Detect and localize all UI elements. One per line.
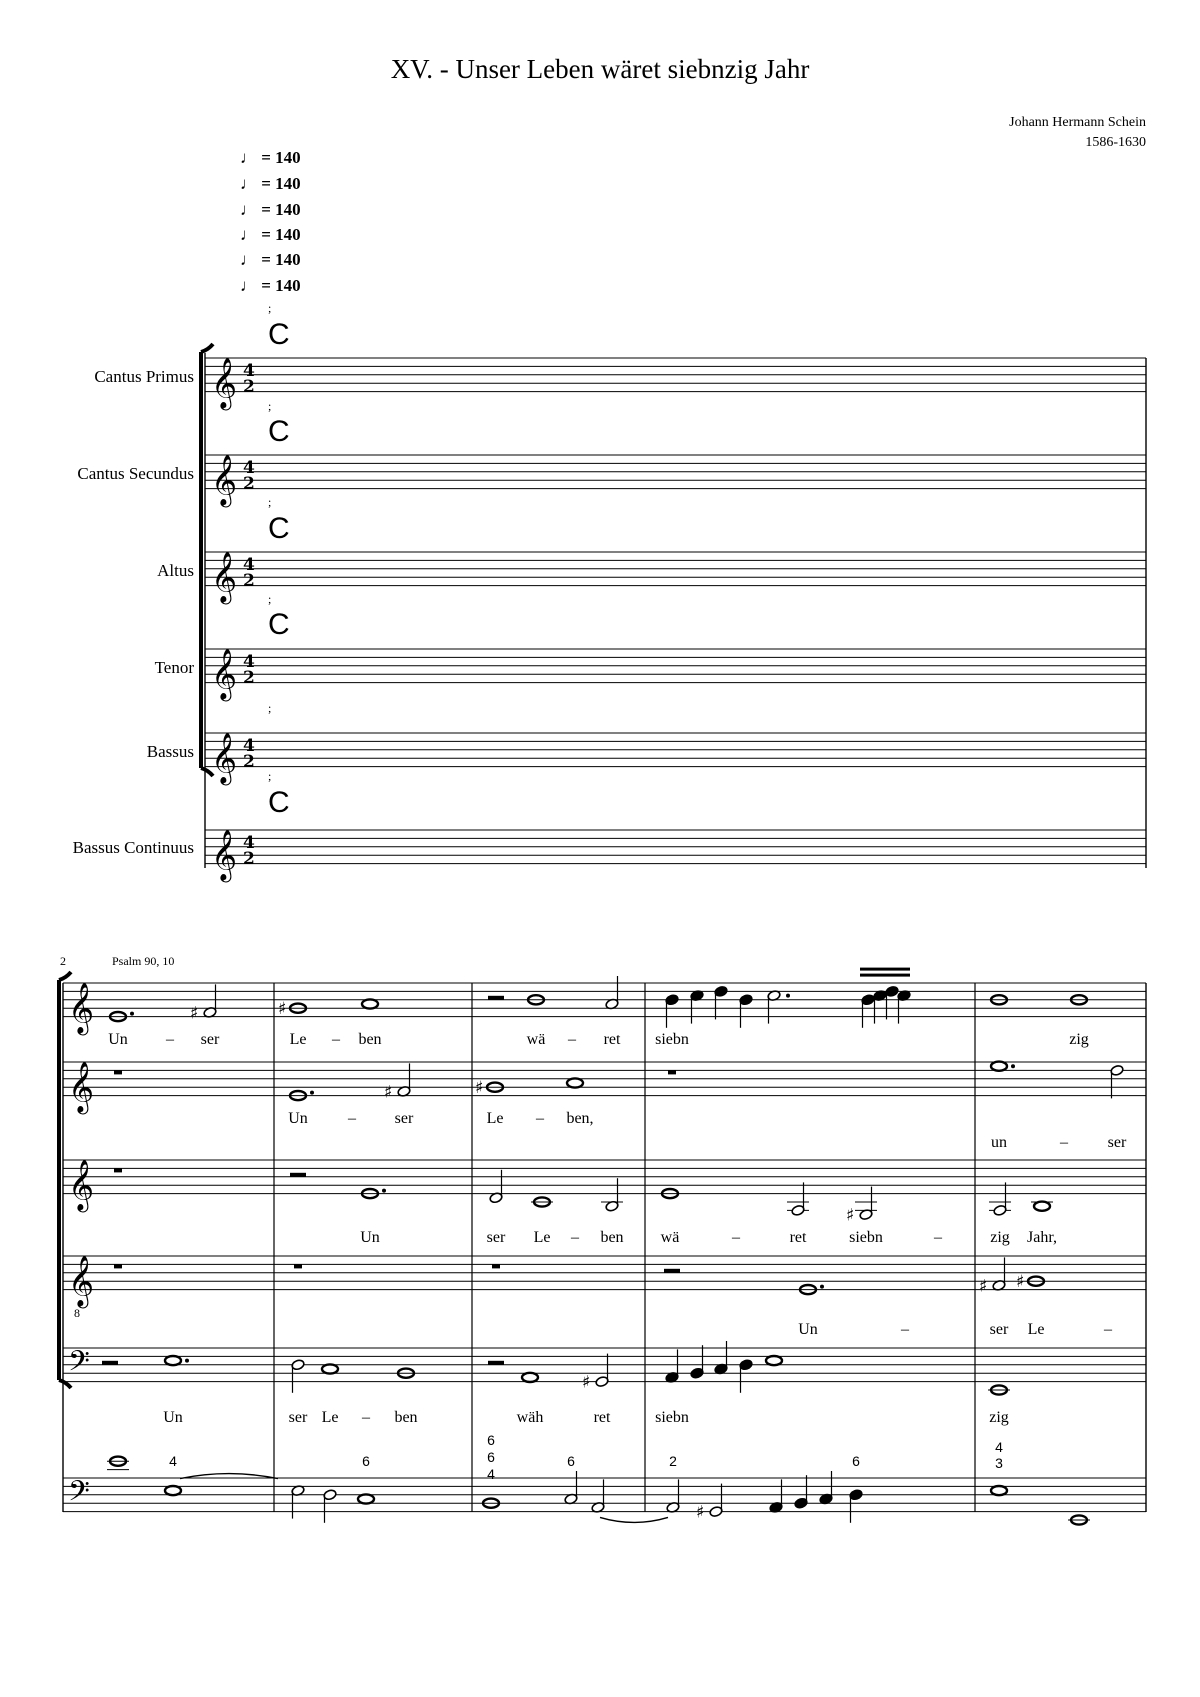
- mensural-sign: C: [268, 608, 290, 641]
- tempo-marking: ♩ = 140: [240, 250, 301, 269]
- time-sig-numerator: 4: [243, 458, 255, 478]
- sharp-icon: ♯: [384, 1082, 393, 1103]
- note: [714, 1341, 728, 1375]
- lyric-syllable: –: [1104, 1321, 1112, 1338]
- augmentation-dot: [185, 1359, 189, 1363]
- time-sig-denominator: 2: [243, 377, 255, 397]
- treble-clef-icon: 𝄞: [68, 1255, 95, 1307]
- note: [993, 1182, 1007, 1216]
- augmentation-dot: [786, 994, 790, 998]
- note-head: [567, 1078, 583, 1087]
- note: [1034, 1202, 1050, 1211]
- tempo-marking: ♩ = 140: [240, 174, 301, 193]
- lyric-syllable: Le: [533, 1229, 551, 1246]
- figure: 4: [487, 1466, 495, 1482]
- lyric-syllable: –: [536, 1110, 544, 1127]
- breath-mark: ;: [268, 769, 272, 783]
- note: [522, 1373, 538, 1382]
- sharp-icon: ♯: [278, 999, 287, 1020]
- lyric-syllable: zig: [989, 1409, 1009, 1426]
- system-1: [201, 344, 1146, 868]
- mensural-sign: C: [268, 415, 290, 448]
- instrument-name: Cantus Primus: [94, 367, 194, 386]
- time-sig-numerator: 4: [243, 361, 255, 381]
- sharp-icon: ♯: [475, 1078, 484, 1099]
- lyric-syllable: ben: [600, 1229, 624, 1246]
- bass-clef-icon: 𝄢: [68, 1345, 90, 1386]
- lyric-syllable: –: [332, 1031, 340, 1048]
- lyrics-tenor: [798, 1321, 1113, 1338]
- breath-mark: ;: [268, 592, 272, 606]
- staff: [205, 455, 1146, 489]
- note-head: [522, 1373, 538, 1382]
- instrument-name: Bassus: [146, 742, 194, 761]
- lyric-syllable: wä: [660, 1229, 680, 1246]
- note: [714, 985, 728, 1019]
- note: [991, 1062, 1015, 1071]
- note: [665, 1349, 679, 1383]
- note: [190, 984, 217, 1023]
- sharp-icon: ♯: [582, 1372, 591, 1393]
- note: [291, 1485, 305, 1519]
- lyrics-bassus: [163, 1409, 1009, 1426]
- lyric-syllable: un: [991, 1134, 1007, 1151]
- rest: [664, 1269, 680, 1273]
- time-sig-numerator: 4: [243, 833, 255, 853]
- lyric-syllable: –: [362, 1409, 370, 1426]
- note: [323, 1489, 337, 1523]
- staff: [63, 1160, 1146, 1194]
- note-head: [991, 1062, 1007, 1071]
- rest: [488, 996, 504, 1000]
- composer-dates: 1586-1630: [1085, 135, 1146, 150]
- tenor-octave-mark: 8: [74, 1306, 80, 1320]
- beam: [860, 968, 910, 971]
- note-head: [362, 999, 378, 1008]
- note: [165, 1356, 189, 1365]
- figure: 4: [169, 1453, 177, 1469]
- time-sig-denominator: 2: [243, 668, 255, 688]
- instrument-name: Tenor: [154, 658, 194, 677]
- lyric-syllable: ser: [288, 1409, 308, 1426]
- staff: [205, 358, 1146, 392]
- sharp-icon: ♯: [846, 1205, 855, 1226]
- breath-mark: ;: [268, 495, 272, 509]
- lyric-syllable: Le: [321, 1409, 339, 1426]
- lyric-syllable: wä: [526, 1031, 546, 1048]
- figure: 2: [669, 1453, 677, 1469]
- system-1-staves: [205, 358, 1146, 883]
- note: [362, 999, 378, 1008]
- note: [322, 1364, 338, 1373]
- note: [605, 1178, 619, 1212]
- bass-clef-icon: 𝄢: [68, 1475, 90, 1516]
- note: [791, 1182, 805, 1216]
- lyrics-cantus-secundus: [288, 1110, 1127, 1151]
- augmentation-dot: [382, 1189, 386, 1193]
- sharp-icon: ♯: [696, 1502, 705, 1523]
- note: [861, 994, 875, 1028]
- note: [897, 990, 911, 1024]
- lyric-syllable: Un: [798, 1321, 818, 1338]
- sharp-icon: ♯: [979, 1276, 988, 1297]
- note: [846, 1187, 873, 1226]
- note-head: [358, 1494, 374, 1503]
- treble-clef-icon: 𝄞: [68, 982, 95, 1034]
- system-2-notes: [102, 968, 1124, 1525]
- augmentation-dot: [1011, 1064, 1015, 1068]
- lyric-syllable: ret: [603, 1031, 621, 1048]
- note: [979, 1257, 1006, 1296]
- composer-name: Johann Hermann Schein: [1009, 115, 1146, 130]
- staff: [205, 649, 1146, 683]
- instrument-name: Altus: [157, 561, 194, 580]
- lyric-syllable: ser: [989, 1321, 1009, 1338]
- psalm-annotation: Psalm 90, 10: [112, 954, 175, 968]
- note: [766, 1356, 782, 1365]
- tempo-marking: ♩ = 140: [240, 225, 301, 244]
- lyric-syllable: –: [901, 1321, 909, 1338]
- mensural-sign: C: [268, 512, 290, 545]
- lyric-syllable: Jahr,: [1026, 1229, 1058, 1246]
- treble-clef-icon: 𝄞: [68, 1061, 95, 1113]
- lyric-syllable: ser: [200, 1031, 220, 1048]
- tempo-marking: ♩ = 140: [240, 148, 301, 167]
- treble-clef-icon: 𝄞: [211, 829, 238, 881]
- figured-bass: [169, 1432, 1003, 1482]
- system-2-staves: [63, 983, 1146, 1516]
- staff: [205, 733, 1146, 767]
- piece-title: XV. - Unser Leben wäret siebnzig Jahr: [390, 54, 810, 84]
- lyric-syllable: –: [166, 1031, 174, 1048]
- treble-clef-icon: 𝄞: [211, 732, 238, 784]
- mensural-sign: C: [268, 318, 290, 351]
- note: [1110, 1064, 1124, 1098]
- note: [384, 1063, 411, 1102]
- lyric-syllable: ser: [486, 1229, 506, 1246]
- lyric-syllable: ben: [394, 1409, 418, 1426]
- figure: 6: [362, 1453, 370, 1469]
- figure: 6: [567, 1453, 575, 1469]
- note: [564, 1471, 578, 1505]
- note: [690, 990, 704, 1024]
- note: [739, 994, 753, 1028]
- note: [165, 1486, 181, 1495]
- lyric-syllable: ben: [358, 1031, 382, 1048]
- lyric-syllable: Le: [289, 1031, 307, 1048]
- instrument-names: [73, 367, 195, 857]
- staff: [63, 983, 1146, 1020]
- note: [739, 1359, 753, 1393]
- rest: [492, 1264, 500, 1268]
- time-sig-denominator: 2: [243, 474, 255, 494]
- lyric-syllable: Le: [1027, 1321, 1045, 1338]
- lyric-syllable: siebn: [655, 1409, 689, 1426]
- note: [819, 1471, 833, 1505]
- time-sig-denominator: 2: [243, 571, 255, 591]
- breath-mark: ;: [268, 701, 272, 715]
- lyric-syllable: ret: [593, 1409, 611, 1426]
- breath-mark: ;: [268, 301, 272, 315]
- figure: 6: [852, 1453, 860, 1469]
- lyric-syllable: –: [348, 1110, 356, 1127]
- treble-clef-icon: 𝄞: [68, 1159, 95, 1211]
- treble-clef-icon: 𝄞: [211, 357, 238, 409]
- lyric-syllable: ret: [789, 1229, 807, 1246]
- lyric-syllable: wäh: [516, 1409, 544, 1426]
- note: [767, 990, 790, 1024]
- lyric-syllable: Le: [486, 1110, 504, 1127]
- note: [567, 1078, 583, 1087]
- mensural-sign: C: [268, 786, 290, 819]
- lyric-syllable: Un: [163, 1409, 183, 1426]
- rest: [668, 1070, 676, 1074]
- lyric-syllable: siebn: [655, 1031, 689, 1048]
- note-head: [165, 1486, 181, 1495]
- instrument-name: Bassus Continuus: [72, 838, 194, 857]
- staff: [205, 830, 1146, 864]
- note: [873, 990, 887, 1024]
- sharp-icon: ♯: [1016, 1272, 1025, 1293]
- augmentation-dot: [130, 1012, 134, 1016]
- tempo-marking: ♩ = 140: [240, 276, 301, 295]
- tempo-markings: [240, 148, 301, 295]
- note: [885, 985, 899, 1019]
- figure: 6: [487, 1432, 495, 1448]
- beam: [860, 974, 910, 977]
- note: [769, 1479, 783, 1513]
- lyric-syllable: ser: [394, 1110, 414, 1127]
- lyric-syllable: ben,: [566, 1110, 594, 1127]
- figure: 3: [995, 1455, 1003, 1471]
- note: [849, 1489, 863, 1523]
- treble-clef-icon: 𝄞: [211, 551, 238, 603]
- measure-number: 2: [60, 954, 66, 968]
- lyric-syllable: Un: [108, 1031, 128, 1048]
- note: [666, 1479, 680, 1513]
- breath-mark: ;: [268, 399, 272, 413]
- time-sig-denominator: 2: [243, 849, 255, 869]
- staff: [63, 1062, 1146, 1099]
- augmentation-dot: [820, 1285, 824, 1289]
- time-sig-numerator: 4: [243, 555, 255, 575]
- lyrics-cantus-primus: [108, 1031, 1089, 1048]
- note: [690, 1345, 704, 1379]
- lyric-syllable: zig: [1069, 1031, 1089, 1048]
- time-sig-denominator: 2: [243, 752, 255, 772]
- lyric-syllable: –: [568, 1031, 576, 1048]
- note-head: [322, 1364, 338, 1373]
- lyric-syllable: ser: [1107, 1134, 1127, 1151]
- rest: [114, 1264, 122, 1268]
- note: [489, 1170, 503, 1204]
- lyric-syllable: Un: [360, 1229, 380, 1246]
- time-sig-numerator: 4: [243, 736, 255, 756]
- note: [991, 1486, 1007, 1495]
- lyric-syllable: –: [934, 1229, 942, 1246]
- rest: [102, 1361, 118, 1365]
- instrument-name: Cantus Secundus: [77, 464, 194, 483]
- sharp-icon: ♯: [190, 1003, 199, 1024]
- tie: [600, 1517, 668, 1522]
- lyric-syllable: Un: [288, 1110, 308, 1127]
- staff: [205, 552, 1146, 586]
- rest: [114, 1168, 122, 1172]
- treble-clef-icon: 𝄞: [211, 648, 238, 700]
- lyric-syllable: zig: [990, 1229, 1010, 1246]
- lyric-syllable: siebn: [849, 1229, 883, 1246]
- note: [358, 1494, 374, 1503]
- rest: [114, 1070, 122, 1074]
- time-sig-numerator: 4: [243, 652, 255, 672]
- augmentation-dot: [310, 1091, 314, 1095]
- note-head: [1034, 1202, 1050, 1211]
- figure: 4: [995, 1439, 1003, 1455]
- note-head: [766, 1356, 782, 1365]
- lyric-syllable: –: [571, 1229, 579, 1246]
- rest: [290, 1173, 306, 1177]
- note-head: [165, 1356, 181, 1365]
- note: [591, 1479, 605, 1513]
- time-signatures: [243, 361, 255, 869]
- rest: [488, 1361, 504, 1365]
- treble-clef-icon: 𝄞: [211, 454, 238, 506]
- note: [794, 1475, 808, 1509]
- lyric-syllable: –: [732, 1229, 740, 1246]
- note: [291, 1359, 305, 1393]
- rest: [294, 1264, 302, 1268]
- note: [665, 994, 679, 1028]
- note-head: [991, 1486, 1007, 1495]
- figure: 6: [487, 1449, 495, 1465]
- tempo-marking: ♩ = 140: [240, 200, 301, 219]
- lyric-syllable: –: [1060, 1134, 1068, 1151]
- note: [605, 976, 619, 1010]
- lyrics-altus: [360, 1229, 1057, 1246]
